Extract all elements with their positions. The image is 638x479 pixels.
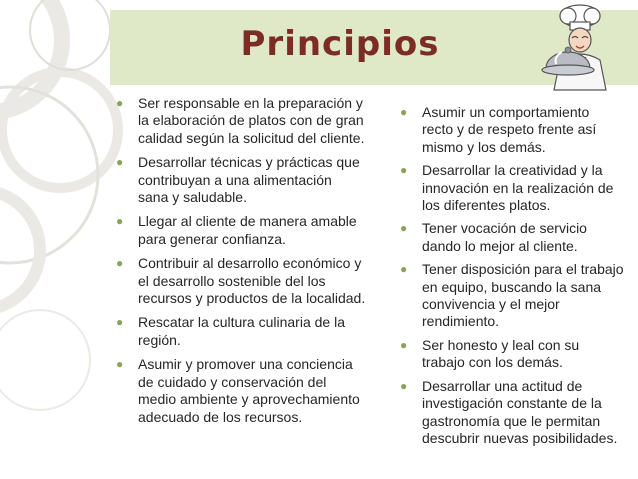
bullet-icon: ● <box>116 214 124 229</box>
bullet-icon: ● <box>400 105 408 119</box>
bullet-icon: ● <box>400 337 408 352</box>
bullet-icon: ● <box>116 256 124 271</box>
chef-with-cloche-icon <box>538 2 624 102</box>
list-item: ● Contribuir al desarrollo económico y el desarrollo sostenible del los recursos y productos de la localidad. <box>116 255 366 307</box>
list-item: ● Ser honesto y leal con su trabajo con los demás. <box>400 336 580 371</box>
bullet-icon: ● <box>400 262 408 277</box>
list-item: ● Ser responsable en la preparación y la elaboración de platos con de gran calidad según la solicitud del cliente. <box>116 95 365 146</box>
list-item: ● Asumir y promover una conciencia de cuidado y conservación del medio ambiente y aprovechamiento adecuado de los recursos. <box>116 356 360 425</box>
list-item: ● Tener vocación de servicio dando lo mejor al cliente. <box>400 220 587 254</box>
bullet-icon: ● <box>400 221 408 236</box>
bullet-icon: ● <box>116 155 124 170</box>
bullet-icon: ● <box>400 163 408 178</box>
list-item: ● Rescatar la cultura culinaria de la región. <box>116 314 345 348</box>
list-item: ● Llegar al cliente de manera amable para generar confianza. <box>116 213 357 247</box>
list-item: ● Asumir un comportamiento recto y de respeto frente así mismo y los demás. <box>400 104 597 155</box>
right-principles-list <box>388 104 624 453</box>
list-item: ● Desarrollar una actitud de investigación constante de la gastronomía que le permitan descubrir nuevas posibilidades. <box>400 377 618 446</box>
bullet-icon: ● <box>116 357 124 372</box>
slide-title: Principios <box>240 24 440 64</box>
left-principles-list <box>104 95 366 433</box>
bullet-icon: ● <box>116 315 124 330</box>
list-item: ● Desarrollar la creatividad y la innovación en la realización de los diferentes platos. <box>400 162 614 214</box>
list-item: ● Tener disposición para el trabajo en equipo, buscando la sana convivencia y el mejor rendimiento. <box>400 261 624 330</box>
list-item: ● Desarrollar técnicas y prácticas que contribuyan a una alimentación sana y saludable. <box>116 154 360 206</box>
bullet-icon: ● <box>116 96 124 110</box>
bullet-icon: ● <box>400 378 408 393</box>
